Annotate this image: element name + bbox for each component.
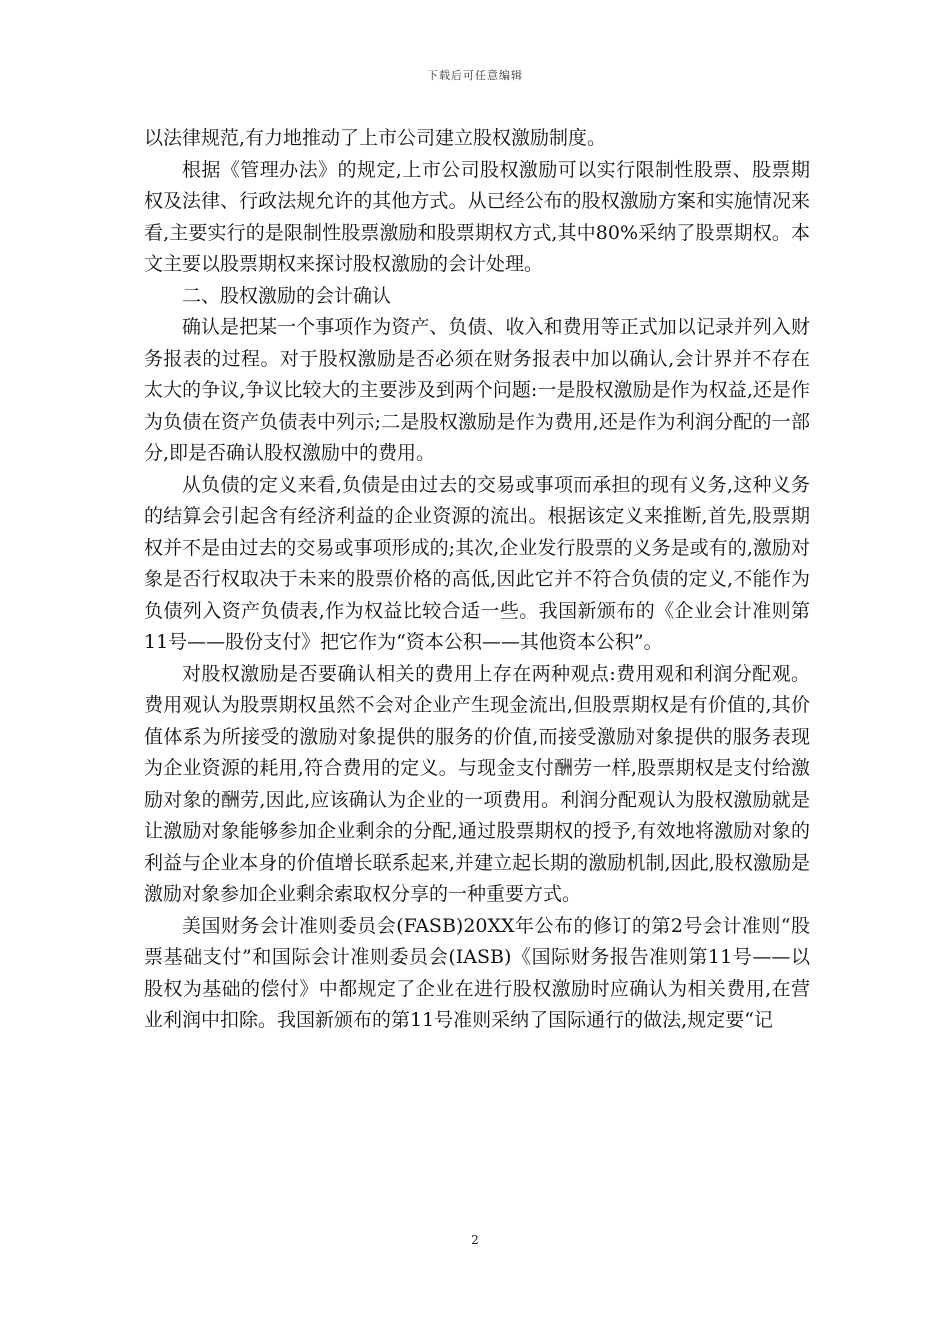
paragraph-expense-views: 对股权激励是否要确认相关的费用上存在两种观点:费用观和利润分配观。费用观认为股票期权虽然不会对企业产生现金流出,但股票期权是有价值的,其价值体系为所接受的激励对象提供的服务的价值,而接受激励对象提供的服务表现为企业资源的耗用,符合费用的定义。与现金支付酬劳一样,股票期权是支付给激励对象的酬劳,因此,应该确认为企业的一项费用。利润分配观认为股权激励就是让激励对象能够参加企业剩余的分配,通过股票期权的授予,有效地将激励对象的利益与企业本身的价值增长联系起来,并建立起长期的激励机制,因此,股权激励是激励对象参加企业剩余索取权分享的一种重要方式。	[144, 662, 810, 905]
page-number: 2	[471, 1233, 479, 1247]
paragraph-continuation: 以法律规范,有力地推动了上市公司建立股权激励制度。	[144, 127, 607, 149]
document-body	[144, 123, 810, 1037]
paragraph-fasb-iasb: 美国财务会计准则委员会(FASB)20XX年公布的修订的第2号会计准则“股票基础支付”和国际会计准则委员会(IASB)《国际财务报告准则第11号——以股权为基础的偿付》中都规定了企业在进行股权激励时应确认为相关费用,在营业利润中扣除。我国新颁布的第11号准则采纳了国际通行的做法,规定要“记	[144, 914, 810, 1031]
section-heading: 二、股权激励的会计确认	[182, 284, 392, 307]
paragraph-management-measures: 根据《管理办法》的规定,上市公司股权激励可以实行限制性股票、股票期权及法律、行政法规允许的其他方式。从已经公布的股权激励方案和实施情况来看,主要实行的是限制性股票激励和股票期权方式,其中80%采纳了股票期权。本文主要以股票期权来探讨股权激励的会计处理。	[144, 158, 810, 275]
paragraph-recognition: 确认是把某一个事项作为资产、负债、收入和费用等正式加以记录并列入财务报表的过程。对于股权激励是否必须在财务报表中加以确认,会计界并不存在太大的争议,争议比较大的主要涉及到两个问题:一是股权激励是作为权益,还是作为负债在资产负债表中列示;二是股权激励是作为费用,还是作为利润分配的一部分,即是否确认股权激励中的费用。	[144, 316, 810, 464]
page-header: 下载后可任意编辑	[427, 69, 523, 82]
paragraph-liability-definition: 从负债的定义来看,负债是由过去的交易或事项而承担的现有义务,这种义务的结算会引起含有经济利益的企业资源的流出。根据该定义来推断,首先,股票期权并不是由过去的交易或事项形成的;其次,企业发行股票的义务是或有的,激励对象是否行权取决于未来的股票价格的高低,因此它并不符合负债的定义,不能作为负债列入资产负债表,作为权益比较合适一些。我国新颁布的《企业会计准则第11号——股份支付》把它作为“资本公积——其他资本公积”。	[144, 473, 810, 653]
